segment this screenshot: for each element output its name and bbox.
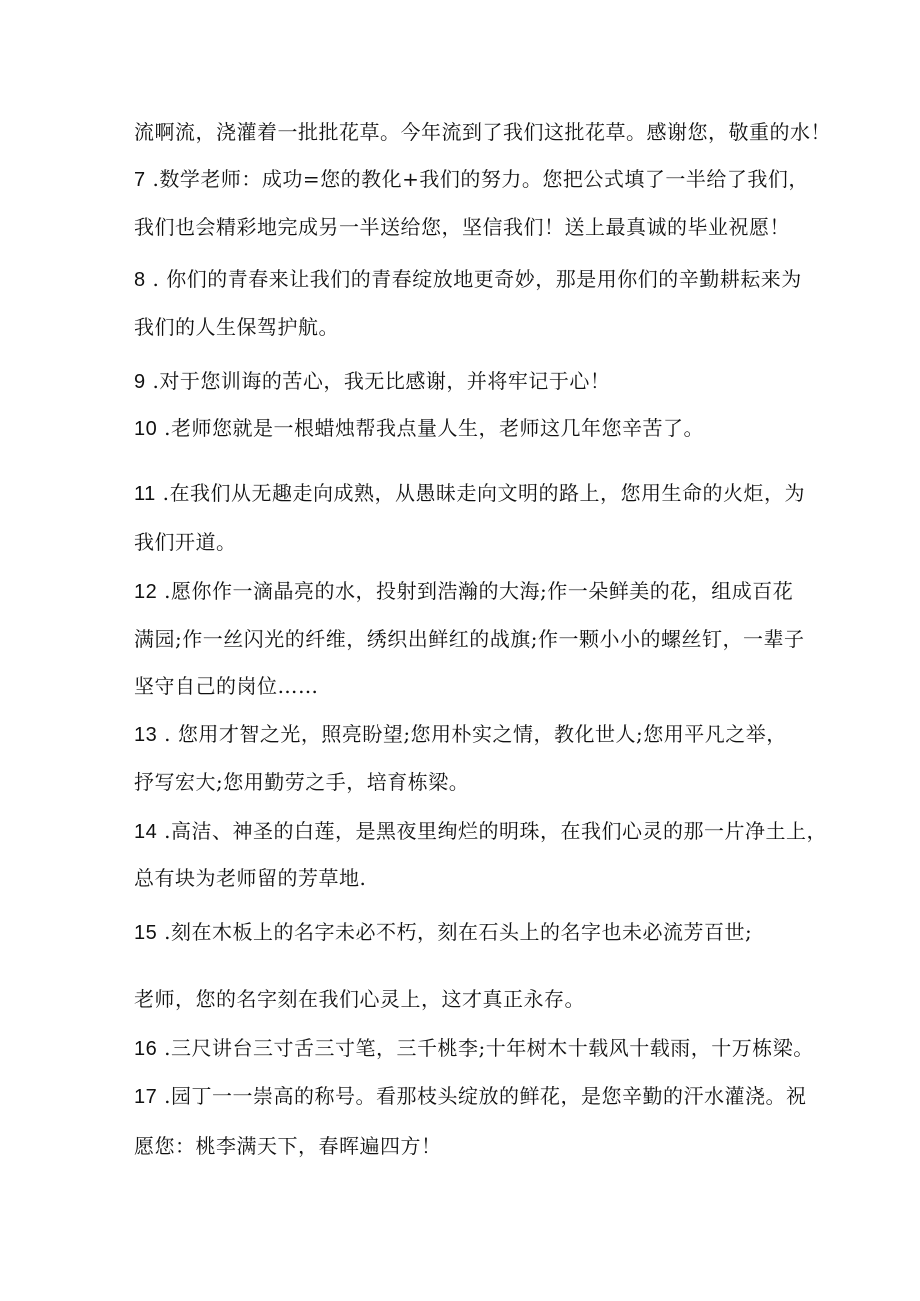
line-text: 流啊流，浇灌着一批批花草。今年流到了我们这批花草。感谢您，敬重的水！ [134,120,831,144]
line-text: .园丁一一崇高的称号。看那枝头绽放的鲜花，是您辛勤的汗水灌浇。祝 [157,1084,807,1108]
line-text: .老师您就是一根蜡烛帮我点量人生，老师这几年您辛苦了。 [157,416,704,440]
text-line [134,671,814,702]
text-line [134,767,814,798]
line-text: 我们开道。 [134,530,237,554]
item-number: 11 [134,483,156,505]
text-line [134,117,831,148]
line-text: 我们也会精彩地完成另一半送给您，坚信我们！送上最真诚的毕业祝愿！ [134,215,790,239]
text-line [134,264,814,295]
text-line [134,1131,814,1162]
text-line [134,576,814,607]
line-text: . 您用才智之光，照亮盼望;您用朴实之情，教化世人;您用平凡之举， [157,722,787,746]
line-text: .三尺讲台三寸舌三寸笔，三千桃李;十年树木十载风十载雨，十万栋梁。 [157,1036,814,1060]
text-line [134,863,814,894]
text-line [134,312,814,343]
item-number: 7 [134,169,146,191]
item-number: 16 [134,1038,158,1060]
line-text: .在我们从无趣走向成熟，从愚昧走向文明的路上，您用生命的火炬，为 [155,481,805,505]
line-text: 老师，您的名字刻在我们心灵上，这才真正永存。 [134,987,585,1011]
line-text: . 你们的青春来让我们的青春绽放地更奇妙，那是用你们的辛勤耕耘来为 [145,267,802,291]
text-line [134,719,814,750]
item-number: 14 [134,821,158,843]
text-line [134,527,814,558]
text-line [134,478,814,509]
text-line [134,366,814,397]
item-number: 13 [134,724,158,746]
text-line [134,413,814,444]
text-line [134,164,814,195]
text-line [134,212,814,243]
line-text: .数学老师：成功=您的教化+我们的努力。您把公式填了一半给了我们， [145,167,809,191]
line-text: .刻在木板上的名字未必不朽，刻在石头上的名字也未必流芳百世; [157,920,753,944]
line-text: 坚守自己的岗位…… [134,674,319,698]
item-number: 9 [134,371,146,393]
item-number: 17 [134,1086,158,1108]
line-text: .对于您训诲的苦心，我无比感谢，并将牢记于心！ [145,369,611,393]
line-text: 抒写宏大;您用勤劳之手，培育栋梁。 [134,770,470,794]
line-text: .高洁、神圣的白莲，是黑夜里绚烂的明珠，在我们心灵的那一片净土上， [157,819,827,843]
line-text: 总有块为老师留的芳草地. [134,866,367,890]
text-line [134,1081,814,1112]
line-text: 满园;作一丝闪光的纤维，绣织出鲜红的战旗;作一颗小小的螺丝钉，一辈子 [134,627,805,651]
text-line [134,917,814,948]
item-number: 12 [134,581,158,603]
text-line [134,624,814,655]
text-line [134,984,814,1015]
line-text: 我们的人生保驾护航。 [134,315,339,339]
line-text: 愿您：桃李满天下，春晖遍四方！ [134,1134,442,1158]
text-line [134,1033,814,1064]
item-number: 10 [134,418,158,440]
text-line [134,816,827,847]
item-number: 15 [134,922,158,944]
line-text: .愿你作一滴晶亮的水，投射到浩瀚的大海;作一朵鲜美的花，组成百花 [157,579,794,603]
item-number: 8 [134,269,146,291]
